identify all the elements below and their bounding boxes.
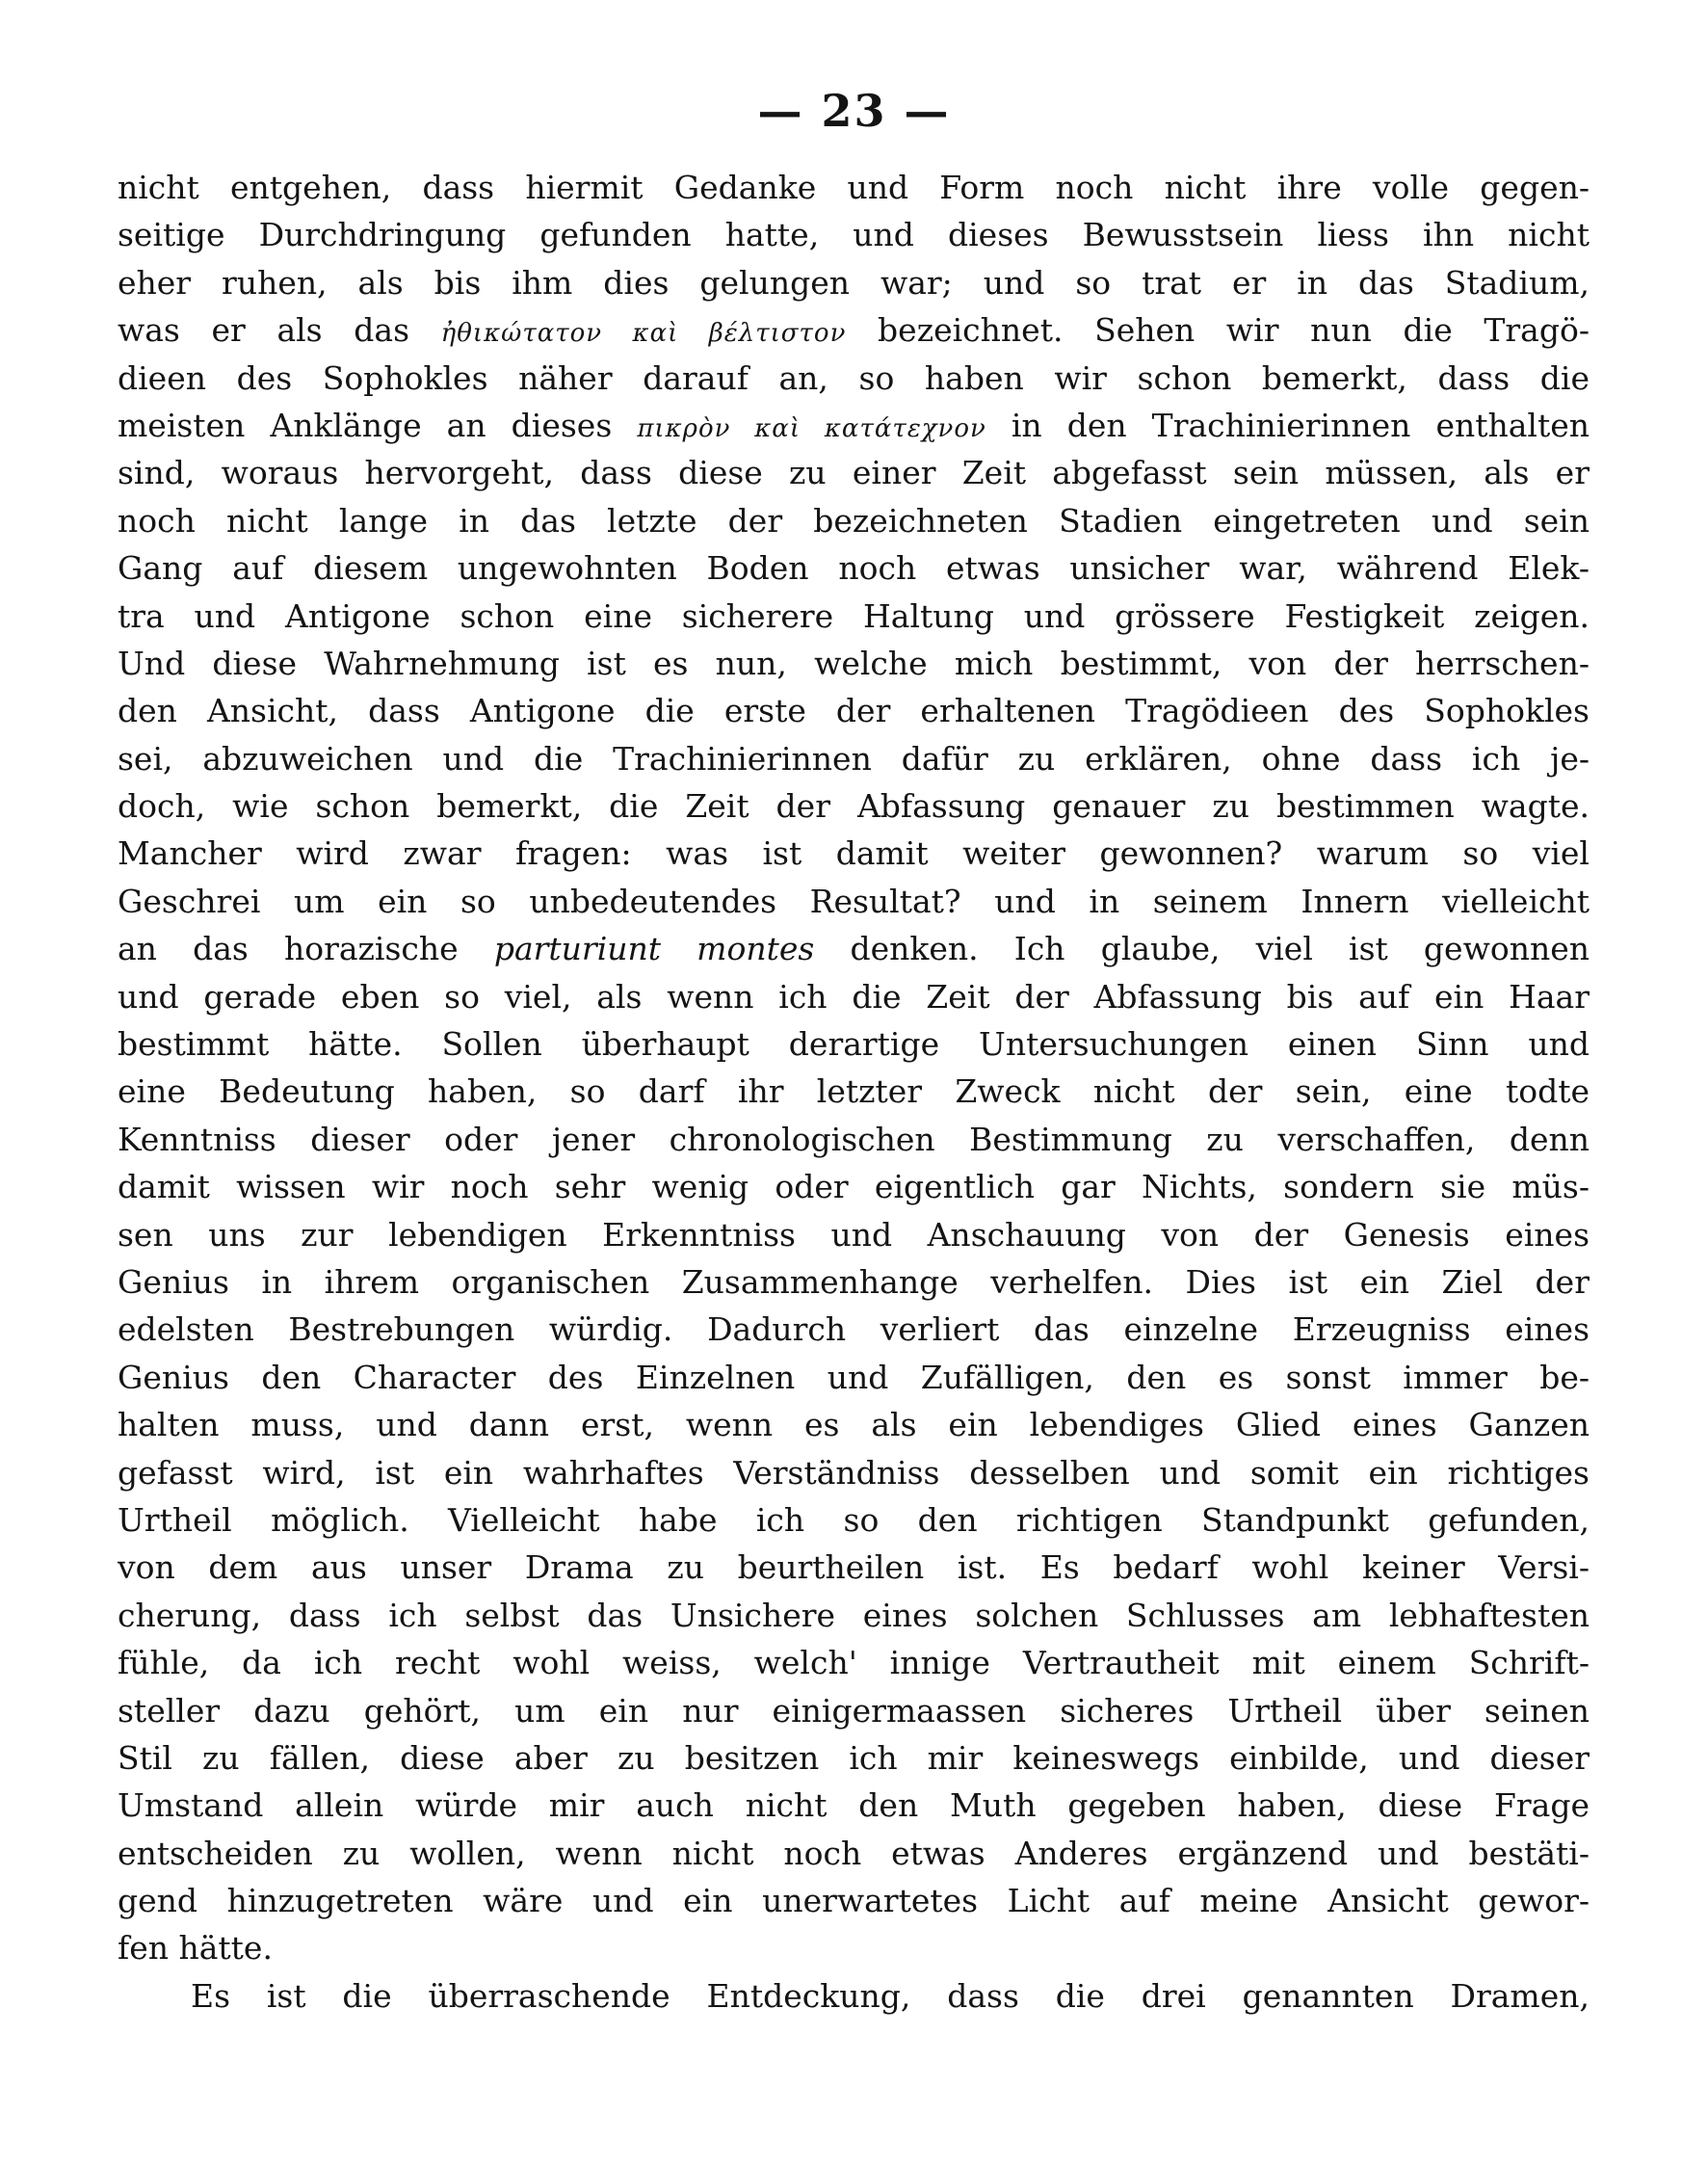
text-line: Geschrei um ein so unbedeutendes Resultat? und in seinem Innern vielleicht [118, 882, 1590, 920]
paragraph [118, 164, 1590, 1972]
text-line: halten muss, und dann erst, wenn es als ein lebendiges Glied eines Ganzen [118, 1406, 1590, 1444]
text-line: Genius in ihrem organischen Zusammenhange verhelfen. Dies ist ein Ziel der [118, 1262, 1590, 1301]
text-line: entscheiden zu wollen, wenn nicht noch etwas Anderes ergänzend und bestäti- [118, 1834, 1590, 1872]
text-line: Kenntniss dieser oder jener chronologischen Bestimmung zu verschaffen, denn [118, 1120, 1590, 1158]
text-line: noch nicht lange in das letzte der bezeichneten Stadien eingetreten und sein [118, 501, 1590, 540]
text-line: Gang auf diesem ungewohnten Boden noch etwas unsicher war, während Elek- [118, 549, 1590, 588]
latin-phrase: parturiunt montes [493, 930, 815, 968]
text-line: von dem aus unser Drama zu beurtheilen ist. Es bedarf wohl keiner Versi- [118, 1548, 1590, 1587]
text-line: eine Bedeutung haben, so darf ihr letzter Zweck nicht der sein, eine todte [118, 1072, 1590, 1111]
text-line [118, 306, 1590, 354]
text-line [118, 402, 1590, 449]
text-line: Es ist die überraschende Entdeckung, dass die drei genannten Dramen, [191, 1976, 1590, 2015]
text-line: Und diese Wahrnehmung ist es nun, welche mich bestimmt, von der herrschen- [118, 644, 1590, 682]
text-line: sen uns zur lebendigen Erkenntniss und Anschauung von der Genesis eines [118, 1215, 1590, 1254]
text-line: bestimmt hätte. Sollen überhaupt derartige Untersuchungen einen Sinn und [118, 1025, 1590, 1064]
text-line [118, 925, 1590, 972]
text-line: eher ruhen, als bis ihm dies gelungen war; und so trat er in das Stadium, [118, 263, 1590, 302]
greek-phrase: πικρὸν καὶ κατάτεχνον [637, 413, 986, 443]
text-line: Stil zu fällen, diese aber zu besitzen ich mir keineswegs einbilde, und dieser [118, 1738, 1590, 1777]
text-segment: an das horazische [118, 930, 494, 968]
paragraph [118, 1972, 1590, 2020]
text-line: doch, wie schon bemerkt, die Zeit der Abfassung genauer zu bestimmen wagte. [118, 787, 1590, 826]
text-line: cherung, dass ich selbst das Unsichere eines solchen Schlusses am lebhaftesten [118, 1596, 1590, 1634]
text-line: tra und Antigone schon eine sicherere Haltung und grössere Festigkeit zeigen. [118, 596, 1590, 635]
text-line: edelsten Bestrebungen würdig. Dadurch verliert das einzelne Erzeugniss eines [118, 1310, 1590, 1349]
text-line: und gerade eben so viel, als wenn ich die Zeit der Abfassung bis auf ein Haar [118, 977, 1590, 1016]
page-number: — 23 — [757, 85, 951, 137]
text-segment: bezeichnet. Sehen wir nun die Tragö- [846, 311, 1590, 350]
text-line: gend hinzugetreten wäre und ein unerwartetes Licht auf meine Ansicht gewor- [118, 1882, 1590, 1920]
text-line: nicht entgehen, dass hiermit Gedanke und Form noch nicht ihre volle gegen- [118, 169, 1590, 206]
text-line: Genius den Character des Einzelnen und Zufälligen, den es sonst immer be- [118, 1358, 1590, 1396]
text-line: den Ansicht, dass Antigone die erste der erhaltenen Tragödieen des Sophokles [118, 692, 1590, 730]
text-line: gefasst wird, ist ein wahrhaftes Verständniss desselben und somit ein richtiges [118, 1453, 1590, 1492]
text-line: Mancher wird zwar fragen: was ist damit weiter gewonnen? warum so viel [118, 834, 1590, 873]
text-line: sei, abzuweichen und die Trachinierinnen dafür zu erklären, ohne dass ich je- [118, 739, 1590, 778]
text-line: fen hätte. [118, 1929, 273, 1968]
text-line: dieen des Sophokles näher darauf an, so haben wir schon bemerkt, dass die [118, 358, 1590, 397]
text-line: seitige Durchdringung gefunden hatte, und dieses Bewusstsein liess ihn nicht [118, 216, 1590, 254]
greek-phrase: ἠθικώτατον καὶ βέλτιστον [440, 319, 847, 349]
text-line: steller dazu gehört, um ein nur einigermaassen sicheres Urtheil über seinen [118, 1691, 1590, 1730]
text-segment: in den Trachinierinnen enthalten [985, 406, 1590, 444]
text-line: fühle, da ich recht wohl weiss, welch' innige Vertrautheit mit einem Schrift- [118, 1644, 1590, 1682]
text-segment: meisten Anklänge an dieses [118, 406, 638, 444]
text-line: sind, woraus hervorgeht, dass diese zu einer Zeit abgefasst sein müssen, als er [118, 454, 1590, 492]
text-line: Umstand allein würde mir auch nicht den Muth gegeben haben, diese Frage [118, 1786, 1590, 1825]
text-line: damit wissen wir noch sehr wenig oder eigentlich gar Nichts, sondern sie müs- [118, 1168, 1590, 1206]
body-text [118, 164, 1590, 2020]
text-line: Urtheil möglich. Vielleicht habe ich so den richtigen Standpunkt gefunden, [118, 1500, 1590, 1539]
text-segment: was er als das [118, 311, 441, 350]
text-segment: denken. Ich glaube, viel ist gewonnen [814, 930, 1590, 968]
